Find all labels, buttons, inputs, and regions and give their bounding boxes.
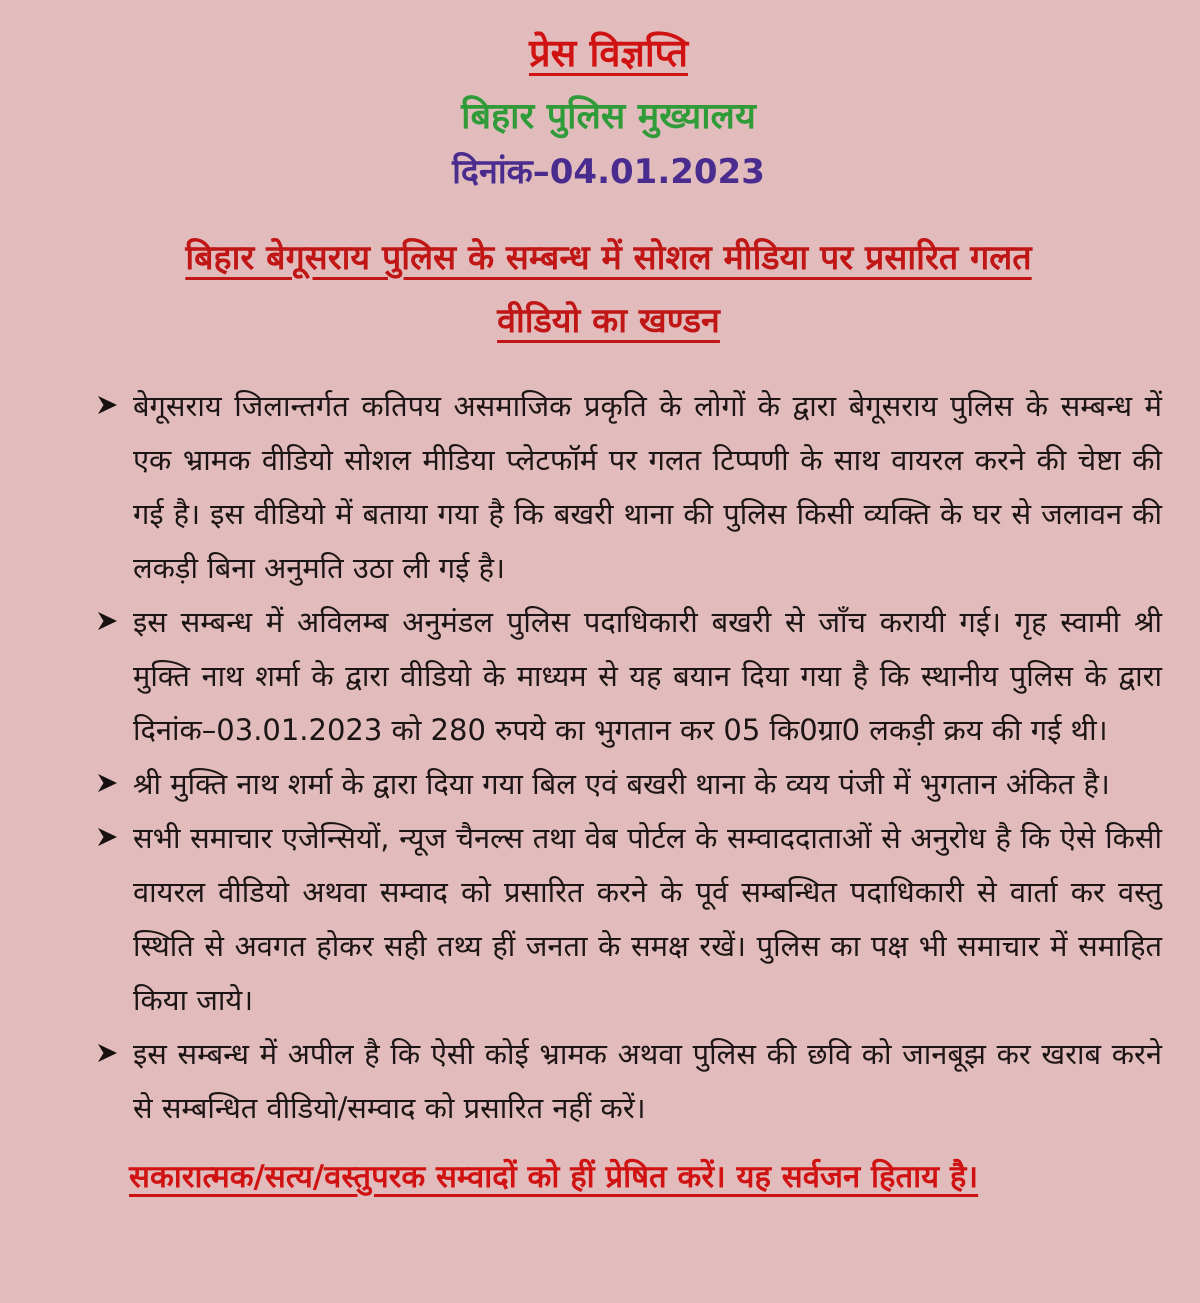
arrow-bullet-icon <box>95 811 121 853</box>
bullet-text: सभी समाचार एजेन्सियों, न्यूज चैनल्स तथा वेब पोर्टल के सम्वाददाताओं से अनुरोध है कि ऐसे किसी वायरल वीडियो अथवा सम्वाद को प्रसारित करने के पूर्व सम्बन्धित पदाधिकारी से वार्ता कर वस्तु स्थिति से अवगत होकर सही तथ्य हीं जनता के समक्ष रखें। पुलिस का पक्ष भी समाचार में समाहित किया जाये। <box>133 820 1162 1017</box>
org-name: बिहार पुलिस मुख्यालय <box>461 96 756 137</box>
subject-line-2: वीडियो का खण्डन <box>497 300 720 341</box>
press-release-title: प्रेस विज्ञप्ति <box>528 31 689 75</box>
footer-note: सकारात्मक/सत्य/वस्तुपरक सम्वादों को हीं प्रेषित करें। यह सर्वजन हिताय है। <box>129 1158 979 1195</box>
bullet-item <box>95 811 1162 1027</box>
bullet-item <box>95 595 1162 757</box>
bullet-item <box>95 1027 1162 1135</box>
arrow-bullet-icon <box>95 1027 121 1069</box>
date-line: दिनांक–04.01.2023 <box>452 152 765 192</box>
bullet-item <box>95 757 1162 811</box>
subject-heading <box>95 227 1122 353</box>
bullet-item <box>95 379 1162 595</box>
arrow-bullet-icon <box>95 379 121 421</box>
document-header <box>95 26 1122 193</box>
bullet-list <box>95 379 1162 1135</box>
bullet-text: श्री मुक्ति नाथ शर्मा के द्वारा दिया गया बिल एवं बखरी थाना के व्यय पंजी में भुगतान अंकित है। <box>133 766 1110 801</box>
bullet-text: इस सम्बन्ध में अपील है कि ऐसी कोई भ्रामक अथवा पुलिस की छवि को जानबूझ कर खराब करने से सम्बन्धित वीडियो/सम्वाद को प्रसारित नहीं करें। <box>133 1036 1162 1125</box>
subject-line-1: बिहार बेगूसराय पुलिस के सम्बन्ध में सोशल मीडिया पर प्रसारित गलत <box>185 238 1032 278</box>
arrow-bullet-icon <box>95 757 121 799</box>
bullet-text: इस सम्बन्ध में अविलम्ब अनुमंडल पुलिस पदाधिकारी बखरी से जाँच करायी गई। गृह स्वामी श्री मुक्ति नाथ शर्मा के द्वारा वीडियो के माध्यम से यह बयान दिया गया है कि स्थानीय पुलिस के द्वारा दिनांक–03.01.2023 को 280 रुपये का भुगतान कर 05 कि0ग्रा0 लकड़ी क्रय की गई थी। <box>133 604 1162 747</box>
arrow-bullet-icon <box>95 595 121 637</box>
bullet-text: बेगूसराय जिलान्तर्गत कतिपय असमाजिक प्रकृति के लोगों के द्वारा बेगूसराय पुलिस के सम्बन्ध में एक भ्रामक वीडियो सोशल मीडिया प्लेटफॉर्म पर गलत टिप्पणी के साथ वायरल करने की चेष्टा की गई है। इस वीडियो में बताया गया है कि बखरी थाना की पुलिस किसी व्यक्ति के घर से जलावन की लकड़ी बिना अनुमति उठा ली गई है। <box>133 388 1162 585</box>
